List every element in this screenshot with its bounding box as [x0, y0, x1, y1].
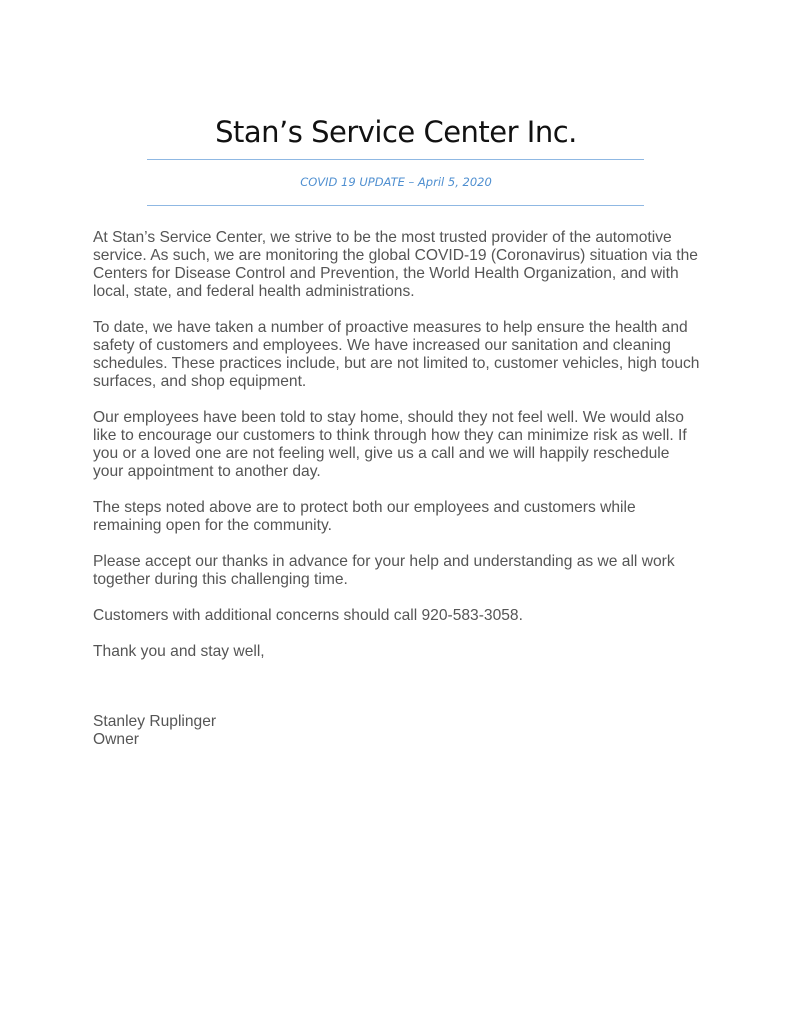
document-title: Stan’s Service Center Inc. — [215, 115, 577, 150]
signature-role: Owner — [93, 731, 139, 748]
title-divider-top — [147, 159, 644, 160]
paragraph-contact: Customers with additional concerns should call 920-583-3058. — [93, 607, 523, 624]
document-subtitle: COVID 19 UPDATE – April 5, 2020 — [300, 175, 492, 189]
letter-body — [93, 229, 703, 679]
paragraph-closing: Thank you and stay well, — [93, 643, 265, 660]
paragraph-thanks: Please accept our thanks in advance for your help and understanding as we all work together during this challenging time. — [93, 553, 675, 588]
paragraph-measures: To date, we have taken a number of proactive measures to help ensure the health and safety of customers and employees. We have increased our sanitation and cleaning schedules. These practices include, but are not limited to, customer vehicles, high touch surfaces, and shop equipment. — [93, 319, 700, 390]
paragraph-steps: The steps noted above are to protect both our employees and customers while remaining open for the community. — [93, 499, 636, 534]
paragraph-employees: Our employees have been told to stay home, should they not feel well. We would also like to encourage our customers to think through how they can minimize risk as well. If you or a loved one are not feeling well, give us a call and we will happily reschedule your appointment to another day. — [93, 409, 687, 480]
paragraph-intro: At Stan’s Service Center, we strive to be the most trusted provider of the automotive service. As such, we are monitoring the global COVID-19 (Coronavirus) situation via the Centers for Disease Control and Prevention, the World Health Organization, and with local, state, and federal health administrations. — [93, 229, 698, 300]
title-divider-bottom — [147, 205, 644, 206]
signature-block — [93, 713, 216, 749]
signature-name: Stanley Ruplinger — [93, 713, 217, 730]
